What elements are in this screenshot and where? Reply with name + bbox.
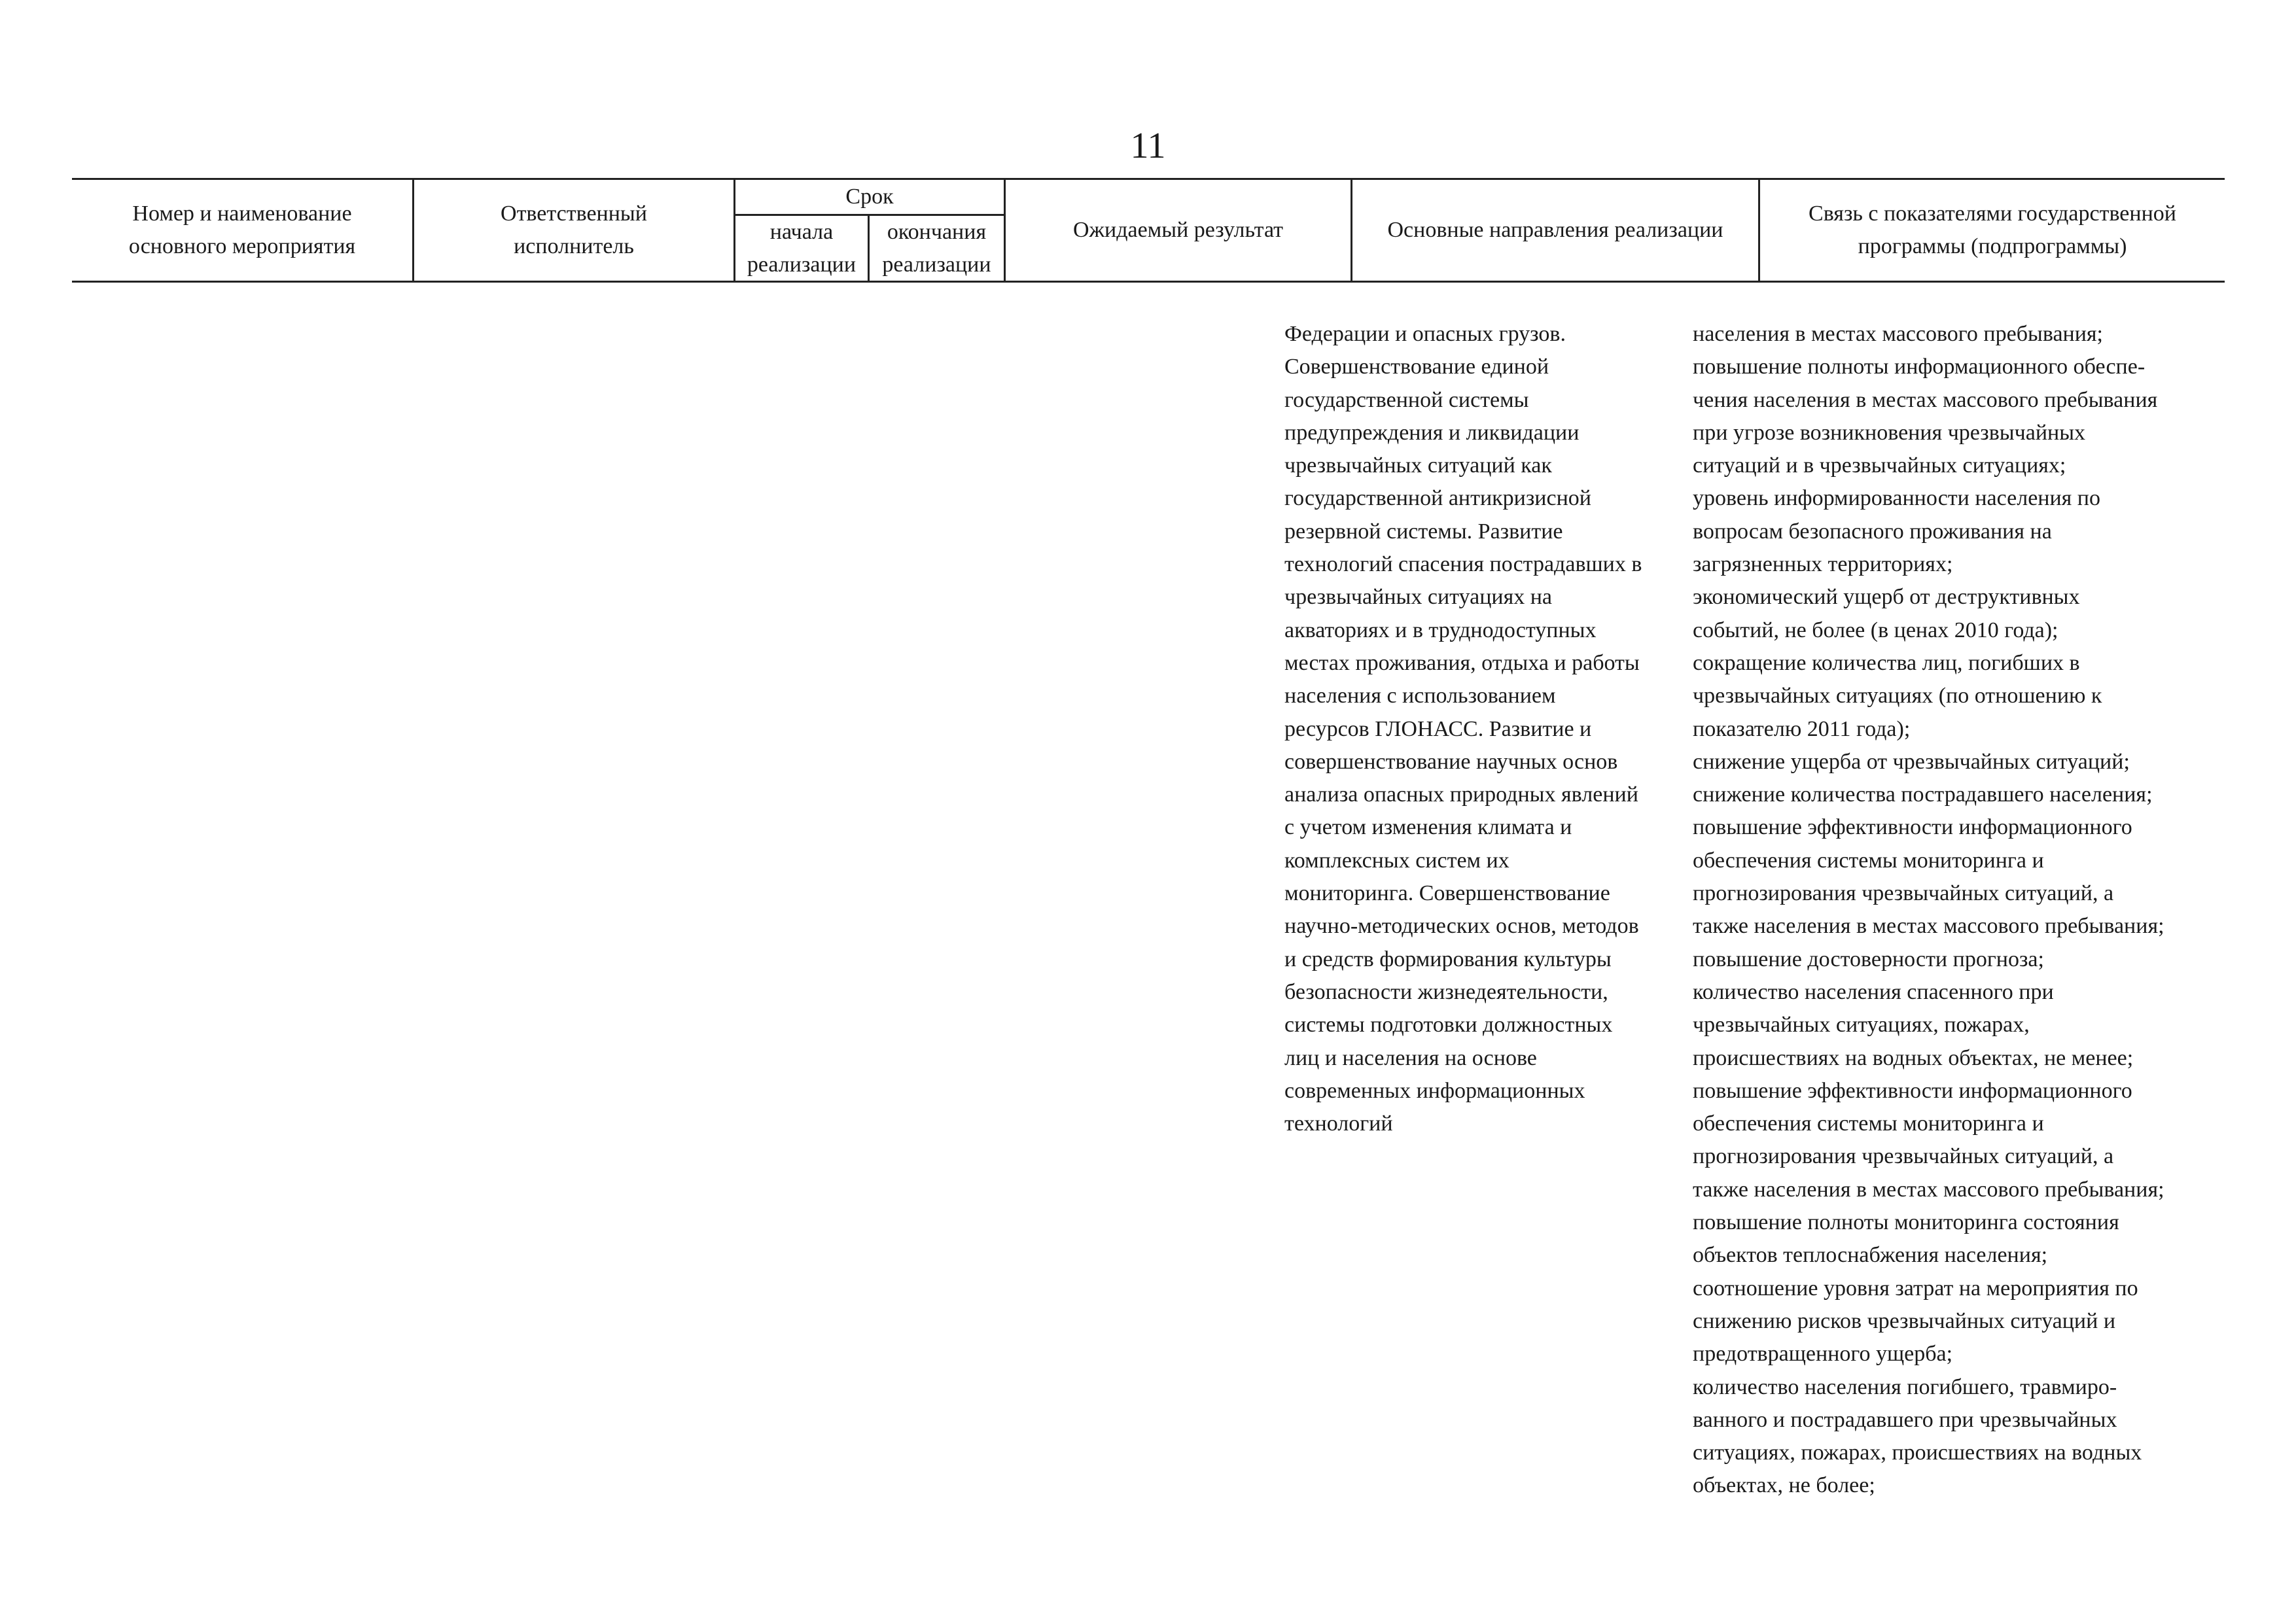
text-line: повышение достоверности прогноза;	[1693, 947, 2044, 971]
text-line: сокращение количества лиц, погибших в	[1693, 650, 2080, 675]
text-line: системы подготовки должностных	[1284, 1013, 1613, 1038]
table-header	[72, 178, 2225, 283]
header-term: Срок	[845, 184, 894, 209]
text-line: экономический ущерб от деструктивных	[1693, 585, 2080, 610]
text-line: чрезвычайных ситуациях (по отношению к	[1693, 684, 2102, 708]
header-number-name-line1: Номер и наименование	[132, 201, 352, 226]
text-line: технологий	[1284, 1111, 1393, 1136]
text-line: и средств формирования культуры	[1284, 947, 1612, 971]
text-line: объектов теплоснабжения населения;	[1693, 1243, 2048, 1268]
header-responsible-line2: исполнитель	[514, 234, 634, 258]
text-line: научно-методических основ, методов	[1284, 914, 1639, 939]
page-number: 11	[1130, 126, 1166, 166]
header-start-line2: реализации	[747, 252, 857, 277]
text-line: ситуаций и в чрезвычайных ситуациях;	[1693, 453, 2066, 478]
text-line: обеспечения системы мониторинга и	[1693, 848, 2044, 873]
text-line: безопасности жизнедеятельности,	[1284, 979, 1608, 1004]
header-responsible	[414, 180, 733, 281]
header-expected-result: Ожидаемый результат	[1072, 218, 1284, 242]
header-directions: Основные направления реализации	[1387, 218, 1723, 242]
text-line: прогнозирования чрезвычайных ситуаций, а	[1693, 1144, 2114, 1169]
text-line: ванного и пострадавшего при чрезвычайных	[1693, 1407, 2117, 1432]
text-line: местах проживания, отдыха и работы	[1284, 650, 1640, 675]
text-line: повышение полноты мониторинга состояния	[1693, 1210, 2119, 1235]
header-number-name	[72, 180, 412, 281]
text-line: соотношение уровня затрат на мероприятия по	[1693, 1276, 2138, 1300]
header-end	[870, 216, 1004, 281]
text-line: чрезвычайных ситуаций как	[1284, 453, 1552, 478]
text-line: государственной системы	[1284, 387, 1529, 412]
text-line: с учетом изменения климата и	[1284, 815, 1572, 840]
header-indicators	[1760, 180, 2225, 281]
text-line: загрязненных территориях;	[1693, 552, 1953, 577]
text-line: чрезвычайных ситуациях на	[1284, 585, 1553, 610]
text-line: событий, не более (в ценах 2010 года);	[1693, 618, 2058, 642]
text-line: показателю 2011 года);	[1693, 716, 1911, 741]
header-indicators-line2: программы (подпрограммы)	[1858, 234, 2127, 258]
text-line: количество населения спасенного при	[1693, 979, 2054, 1004]
text-line: государственной антикризисной	[1284, 486, 1591, 511]
header-indicators-line1: Связь с показателями государственной	[1809, 201, 2176, 226]
text-line: повышение эффективности информационного	[1693, 815, 2132, 840]
text-line: количество населения погибшего, травмиро-	[1693, 1374, 2117, 1399]
text-line: комплексных систем их	[1284, 848, 1510, 873]
text-line: чрезвычайных ситуациях, пожарах,	[1693, 1013, 2030, 1038]
text-line: повышение эффективности информационного	[1693, 1078, 2132, 1103]
text-line: объектах, не более;	[1693, 1473, 1875, 1498]
text-line: резервной системы. Развитие	[1284, 519, 1563, 544]
text-line: при угрозе возникновения чрезвычайных	[1693, 420, 2086, 445]
header-start-line1: начала	[769, 219, 834, 244]
text-line: происшествиях на водных объектах, не менее;	[1693, 1045, 2134, 1070]
text-line: Совершенствование единой	[1284, 355, 1549, 379]
text-line: населения в местах массового пребывания;	[1693, 322, 2104, 346]
text-line: Федерации и опасных грузов.	[1284, 322, 1566, 346]
header-end-line1: окончания	[887, 219, 987, 244]
text-line: также населения в местах массового пребывания;	[1693, 914, 2164, 939]
text-line: уровень информированности населения по	[1693, 486, 2101, 511]
header-start	[735, 216, 868, 281]
text-line: снижению рисков чрезвычайных ситуаций и	[1693, 1308, 2116, 1333]
text-line: ситуациях, пожарах, происшествиях на водных	[1693, 1440, 2142, 1465]
header-responsible-line1: Ответственный	[501, 201, 647, 226]
text-line: ресурсов ГЛОНАСС. Развитие и	[1284, 716, 1592, 741]
text-line: современных информационных	[1284, 1078, 1585, 1103]
text-line: прогнозирования чрезвычайных ситуаций, а	[1693, 881, 2114, 906]
text-line: предотвращенного ущерба;	[1693, 1342, 1953, 1367]
text-line: лиц и населения на основе	[1284, 1045, 1537, 1070]
text-line: акваториях и в труднодоступных	[1284, 618, 1597, 642]
text-line: населения с использованием	[1284, 684, 1556, 708]
text-line: также населения в местах массового пребывания;	[1693, 1177, 2164, 1202]
text-line: чения населения в местах массового пребывания	[1693, 387, 2158, 412]
text-line: анализа опасных природных явлений	[1284, 782, 1638, 807]
header-end-line2: реализации	[882, 252, 991, 277]
text-line: предупреждения и ликвидации	[1284, 420, 1580, 445]
text-line: снижение количества пострадавшего населения;	[1693, 782, 2153, 807]
header-number-name-line2: основного мероприятия	[128, 234, 356, 258]
text-line: обеспечения системы мониторинга и	[1693, 1111, 2044, 1136]
text-line: мониторинга. Совершенствование	[1284, 881, 1610, 906]
text-line: совершенствование научных основ	[1284, 749, 1618, 774]
text-line: снижение ущерба от чрезвычайных ситуаций;	[1693, 749, 2130, 774]
text-line: повышение полноты информационного обеспе-	[1693, 355, 2146, 379]
text-line: технологий спасения пострадавших в	[1284, 552, 1642, 577]
directions-text	[1284, 318, 1642, 1140]
text-line: вопросам безопасного проживания на	[1693, 519, 2052, 544]
indicators-text	[1693, 318, 2164, 1503]
